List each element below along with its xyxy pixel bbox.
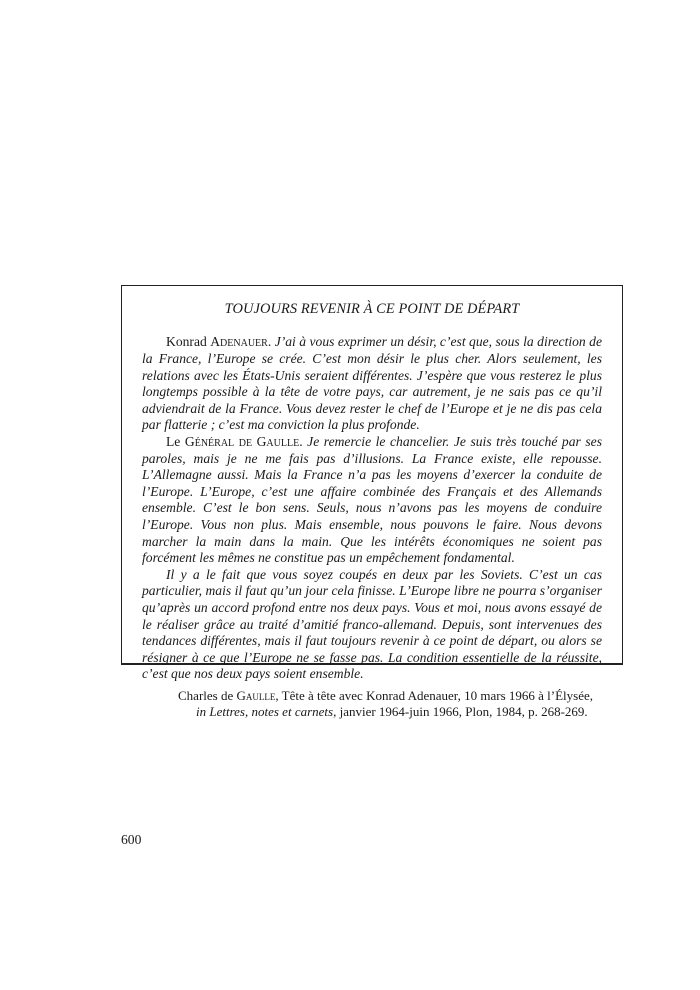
speech-de-gaulle-1: Je remercie le chancelier. Je suis très touché par ses paroles, mais je ne me fais pas d’illusions. La France existe, elle repousse. L’Allemagne aussi. Mais la France n’a pas les moyens d’exercer la conduite de l’Europe. L’Europe, c’est une affaire combinée des Français et des Allemands ensemble. C’est le bon sens. Seuls, nous n’avons pas les moyens de conduire l’Europe. Vous non plus. Mais ensemble, nous pouvons le faire. Nous devons marcher la main dans la main. Que les intérêts économiques ne soient pas forcément les mêmes ne constitue pas un empêchement fondamental. [142,433,602,566]
page-number: 600 [121,832,142,847]
source-author-first: Charles de [178,687,234,703]
source-publication: in Lettres, notes et carnets, [196,704,337,720]
source-citation [178,688,602,720]
source-details: janvier 1964-juin 1966, Plon, 1984, p. 268-269. [339,704,588,720]
speaker-first: Le [166,433,181,449]
paragraph-de-gaulle-continued [142,567,602,683]
speaker-first: Konrad [166,334,207,350]
speaker-name-de-gaulle: Général de Gaulle. [184,433,303,449]
speech-adenauer: J’ai à vous exprimer un désir, c’est que, sous la direction de la France, l’Europe se crée. C’est mon désir le plus cher. Alors seulement, les relations avec les États-Unis seraient différentes. J’espère que vous resterez le plus longtemps possible à la tête de votre pays, car autrement, je ne sais pas ce qu’il adviendrait de la France. Vous devez rester le chef de l’Europe et je ne dis pas cela par flatterie ; c’est ma conviction la plus profonde. [142,334,602,433]
source-line1: Tête à tête avec Konrad Adenauer, 10 mars 1966 à l’Élysée, [281,687,593,703]
speaker-name-adenauer: Adenauer. [210,334,272,350]
paragraph-de-gaulle [142,434,602,567]
speech-de-gaulle-2: Il y a le fait que vous soyez coupés en deux par les Soviets. C’est un cas particulier, mais il faut qu’un jour cela finisse. L’Europe libre ne pourra s’organiser qu’après un accord profond entre nos deux pays. Vous et moi, nous avons essayé de le réaliser grâce au traité d’amitié franco-allemand. Depuis, sont intervenues des tendances différentes, mais il faut toujours revenir à ce point de départ, ou alors se résigner à ce que l’Europe ne se fasse pas. La condition essentielle de la réussite, c’est que nos deux pays soient ensemble. [142,566,602,682]
source-line2 [178,704,602,720]
quotation-box [121,285,623,720]
source-author-name: Gaulle, [236,687,279,703]
paragraph-adenauer [142,334,602,434]
box-title: TOUJOURS REVENIR À CE POINT DE DÉPART [224,301,520,317]
